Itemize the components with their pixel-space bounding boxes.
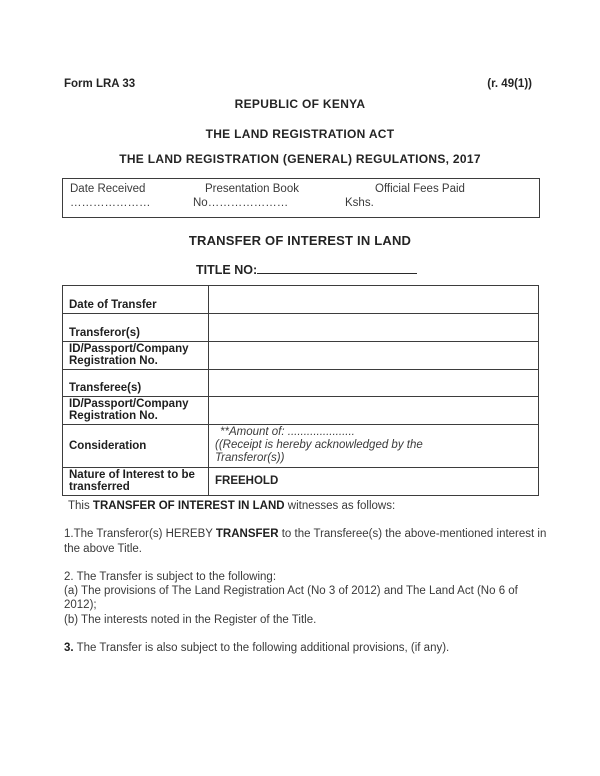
official-fees-currency-label: Kshs. xyxy=(345,197,374,209)
official-fees-label: Official Fees Paid xyxy=(375,183,465,195)
heading-republic-of-kenya: REPUBLIC OF KENYA xyxy=(234,97,366,111)
table-row xyxy=(63,286,539,314)
clause-2: 2. The Transfer is subject to the following: xyxy=(64,570,277,583)
clause-1: 1.The Transferor(s) HEREBY TRANSFER to the Transferee(s) the above-mentioned interest in the above Title. xyxy=(64,528,547,555)
body-clauses xyxy=(64,499,550,669)
table-row xyxy=(63,468,539,496)
title-number-row xyxy=(196,261,417,277)
transferor-id-value-cell xyxy=(209,342,539,370)
date-of-transfer-value-cell xyxy=(209,286,539,314)
transferee-label: Transferee(s) xyxy=(63,370,209,397)
consideration-label: Consideration xyxy=(63,425,209,468)
transferor-label: Transferor(s) xyxy=(63,314,209,342)
rule-reference: (r. 49(1)) xyxy=(487,78,532,90)
presentation-book-fill-line: No………………… xyxy=(193,197,289,209)
witness-clause: This TRANSFER OF INTEREST IN LAND witnesses as follows: xyxy=(68,500,396,512)
transferor-id-label: ID/Passport/Company Registration No. xyxy=(63,342,209,370)
title-number-label: TITLE NO: xyxy=(196,263,258,277)
clause-2a: (a) The provisions of The Land Registration Act (No 3 of 2012) and The Land Act (No 6 of 2012); xyxy=(64,585,518,612)
form-number: Form LRA 33 xyxy=(64,78,136,90)
consideration-receipt-note: ((Receipt is hereby acknowledged by the Transferor(s)) xyxy=(215,439,423,464)
transferee-id-value-cell xyxy=(209,397,539,425)
date-received-label: Date Received xyxy=(70,183,146,195)
heading-land-registration-act: THE LAND REGISTRATION ACT xyxy=(205,127,395,141)
table-row xyxy=(63,370,539,397)
consideration-amount-line: **Amount of: ..................... xyxy=(220,426,355,438)
table-row xyxy=(63,397,539,425)
clause-3: 3. The Transfer is also subject to the following additional provisions, (if any). xyxy=(64,642,450,655)
title-number-fill-line xyxy=(257,261,417,274)
table-row xyxy=(63,342,539,370)
transferor-value-cell xyxy=(209,314,539,342)
form-header-row xyxy=(64,78,532,90)
heading-regulations-2017: THE LAND REGISTRATION (GENERAL) REGULATIONS, 2017 xyxy=(119,152,481,166)
official-use-box xyxy=(62,178,540,218)
transferee-value-cell xyxy=(209,370,539,397)
transfer-details-table xyxy=(62,285,539,496)
nature-of-interest-label: Nature of Interest to be transferred xyxy=(63,468,209,496)
transferee-id-label: ID/Passport/Company Registration No. xyxy=(63,397,209,425)
table-row xyxy=(63,425,539,468)
consideration-value-cell xyxy=(209,425,539,468)
date-of-transfer-label: Date of Transfer xyxy=(63,286,209,314)
table-row xyxy=(63,314,539,342)
date-received-fill-line: ………………… xyxy=(70,197,151,209)
nature-of-interest-value: FREEHOLD xyxy=(209,468,539,496)
presentation-book-label: Presentation Book xyxy=(205,183,299,195)
clause-2b: (b) The interests noted in the Register of the Title. xyxy=(64,613,317,626)
document-title: TRANSFER OF INTEREST IN LAND xyxy=(188,233,412,248)
